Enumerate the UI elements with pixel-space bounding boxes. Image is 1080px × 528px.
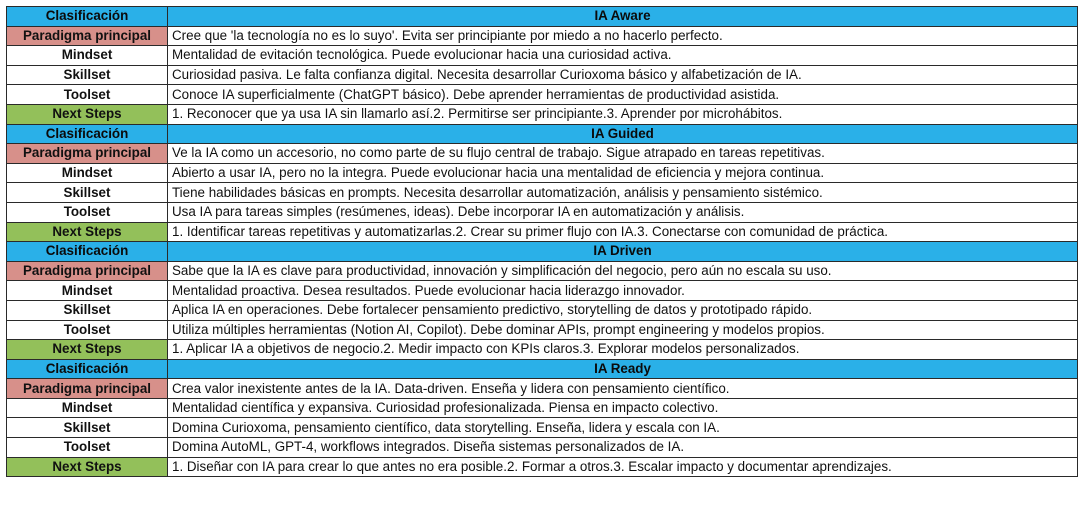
table-row [7,300,1078,320]
table-row [7,222,1078,242]
row-label: Skillset [7,418,168,438]
row-description: Tiene habilidades básicas en prompts. Necesita desarrollar automatización, análisis y pensamiento sistémico. [168,183,1078,203]
row-label: Paradigma principal [7,26,168,46]
row-label: Paradigma principal [7,144,168,164]
row-label: Toolset [7,438,168,458]
table-row [7,418,1078,438]
row-label: Toolset [7,320,168,340]
table-row [7,438,1078,458]
row-label: Skillset [7,65,168,85]
table-row [7,320,1078,340]
row-label: Mindset [7,163,168,183]
row-label: Toolset [7,202,168,222]
row-description: Domina AutoML, GPT-4, workflows integrados. Diseña sistemas personalizados de IA. [168,438,1078,458]
table-row [7,340,1078,360]
row-description: Domina Curioxoma, pensamiento científico, data storytelling. Enseña, lidera y escala con IA. [168,418,1078,438]
table-row [7,26,1078,46]
row-label: Skillset [7,183,168,203]
section-title: IA Ready [168,359,1078,379]
table-row [7,144,1078,164]
row-label: Mindset [7,398,168,418]
row-label: Mindset [7,46,168,66]
row-description: Usa IA para tareas simples (resúmenes, ideas). Debe incorporar IA en automatización y análisis. [168,202,1078,222]
section-header-row [7,124,1078,144]
row-label: Toolset [7,85,168,105]
table-row [7,183,1078,203]
classification-table [6,6,1078,477]
row-label: Paradigma principal [7,379,168,399]
section-header-row [7,359,1078,379]
row-label: Mindset [7,281,168,301]
table-row [7,85,1078,105]
section-title: IA Driven [168,242,1078,262]
row-label: Next Steps [7,222,168,242]
row-description: Mentalidad científica y expansiva. Curiosidad profesionalizada. Piensa en impacto colectivo. [168,398,1078,418]
table-row [7,398,1078,418]
table-row [7,261,1078,281]
row-description: Utiliza múltiples herramientas (Notion AI, Copilot). Debe dominar APIs, prompt engineering y modelos propios. [168,320,1078,340]
table-row [7,46,1078,66]
table-row [7,281,1078,301]
row-description: 1. Identificar tareas repetitivas y automatizarlas.2. Crear su primer flujo con IA.3. Conectarse con comunidad de práctica. [168,222,1078,242]
row-description: 1. Diseñar con IA para crear lo que antes no era posible.2. Formar a otros.3. Escalar impacto y documentar aprendizajes. [168,457,1078,477]
row-description: Ve la IA como un accesorio, no como parte de su flujo central de trabajo. Sigue atrapado en tareas repetitivas. [168,144,1078,164]
row-label: Paradigma principal [7,261,168,281]
table-row [7,379,1078,399]
row-label: Next Steps [7,104,168,124]
classification-header-label: Clasificación [7,359,168,379]
row-description: Mentalidad de evitación tecnológica. Puede evolucionar hacia una curiosidad activa. [168,46,1078,66]
row-description: Aplica IA en operaciones. Debe fortalecer pensamiento predictivo, storytelling de datos y prototipado rápido. [168,300,1078,320]
row-description: Mentalidad proactiva. Desea resultados. Puede evolucionar hacia liderazgo innovador. [168,281,1078,301]
row-description: 1. Aplicar IA a objetivos de negocio.2. Medir impacto con KPIs claros.3. Explorar modelos personalizados. [168,340,1078,360]
section-title: IA Aware [168,7,1078,27]
section-title: IA Guided [168,124,1078,144]
row-label: Next Steps [7,340,168,360]
row-label: Next Steps [7,457,168,477]
table-row [7,65,1078,85]
table-row [7,202,1078,222]
row-description: Sabe que la IA es clave para productividad, innovación y simplificación del negocio, pero aún no escala su uso. [168,261,1078,281]
classification-header-label: Clasificación [7,7,168,27]
table-row [7,104,1078,124]
section-header-row [7,242,1078,262]
row-description: Crea valor inexistente antes de la IA. Data-driven. Enseña y lidera con pensamiento científico. [168,379,1078,399]
table-row [7,163,1078,183]
row-description: Cree que 'la tecnología no es lo suyo'. Evita ser principiante por miedo a no hacerlo perfecto. [168,26,1078,46]
row-description: 1. Reconocer que ya usa IA sin llamarlo así.2. Permitirse ser principiante.3. Aprender por microhábitos. [168,104,1078,124]
classification-header-label: Clasificación [7,242,168,262]
table-row [7,457,1078,477]
row-description: Abierto a usar IA, pero no la integra. Puede evolucionar hacia una mentalidad de eficiencia y mejora continua. [168,163,1078,183]
section-header-row [7,7,1078,27]
row-description: Conoce IA superficialmente (ChatGPT básico). Debe aprender herramientas de productividad asistida. [168,85,1078,105]
classification-table-body [7,7,1078,477]
row-label: Skillset [7,300,168,320]
row-description: Curiosidad pasiva. Le falta confianza digital. Necesita desarrollar Curioxoma básico y alfabetización de IA. [168,65,1078,85]
classification-header-label: Clasificación [7,124,168,144]
